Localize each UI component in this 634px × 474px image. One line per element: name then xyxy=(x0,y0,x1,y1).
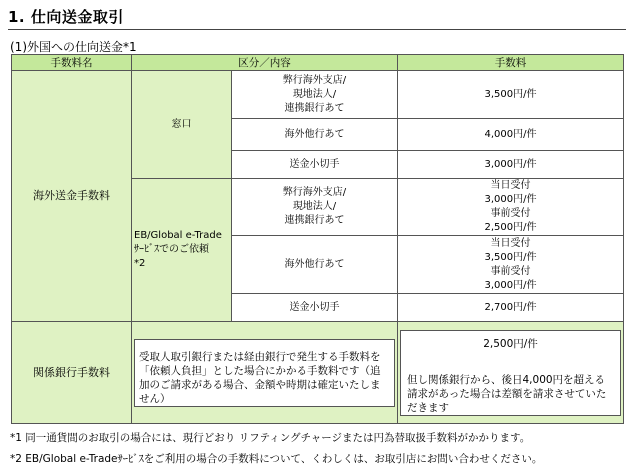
eb-check-content: 送金小切手 xyxy=(232,294,398,322)
eb-branch-content: 弊行海外支店/ 現地法人/ 連携銀行あて xyxy=(232,179,398,236)
table-row xyxy=(12,71,624,119)
title-underline xyxy=(8,29,626,30)
correspondent-fee-label: 関係銀行手数料 xyxy=(12,322,132,424)
correspondent-desc-cell xyxy=(132,322,398,424)
footnote-2: *2 EB/Global e-Tradeｻｰﾋﾞｽをご利用の場合の手数料について、くわしくは、お取引店にお問い合わせください。 xyxy=(10,453,543,465)
header-fee-name: 手数料名 xyxy=(12,55,132,71)
fee-table xyxy=(11,54,624,424)
counter-branch-fee: 3,500円/件 xyxy=(398,71,624,119)
eb-label: EB/Global e-Trade ｻｰﾋﾞｽでのご依頼 *2 xyxy=(132,179,232,322)
header-fee: 手数料 xyxy=(398,55,624,71)
counter-check-content: 送金小切手 xyxy=(232,151,398,179)
correspondent-description: 受取人取引銀行または経由銀行で発生する手数料を「依頼人負担」とした場合にかかる手数料です（追加のご請求がある場合、金額や時期は確定いたしません） xyxy=(134,339,395,407)
counter-check-fee: 3,000円/件 xyxy=(398,151,624,179)
header-category: 区分／内容 xyxy=(132,55,398,71)
overseas-fee-label: 海外送金手数料 xyxy=(12,71,132,322)
correspondent-fee-box xyxy=(400,330,621,416)
table-header-row xyxy=(12,55,624,71)
section-subtitle: (1)外国への仕向送金*1 xyxy=(10,40,137,54)
eb-check-fee: 2,700円/件 xyxy=(398,294,624,322)
eb-other-bank-fee: 当日受付 3,500円/件 事前受付 3,000円/件 xyxy=(398,236,624,294)
footnote-1: *1 同一通貨間のお取引の場合には、現行どおり リフティングチャージまたは円為替取扱手数料がかかります。 xyxy=(10,432,531,444)
counter-other-bank-fee: 4,000円/件 xyxy=(398,119,624,151)
correspondent-fee-note: 但し関係銀行から、後日4,000円を超える請求があった場合は差額を請求させていただきます xyxy=(407,373,607,414)
correspondent-fee-amount: 2,500円/件 xyxy=(483,337,538,350)
counter-branch-content: 弊行海外支店/ 現地法人/ 連携銀行あて xyxy=(232,71,398,119)
eb-branch-fee: 当日受付 3,000円/件 事前受付 2,500円/件 xyxy=(398,179,624,236)
counter-other-bank-content: 海外他行あて xyxy=(232,119,398,151)
table-row xyxy=(12,322,624,424)
correspondent-fee-cell xyxy=(398,322,624,424)
counter-label: 窓口 xyxy=(132,71,232,179)
page-title: 1. 仕向送金取引 xyxy=(8,8,124,26)
eb-other-bank-content: 海外他行あて xyxy=(232,236,398,294)
